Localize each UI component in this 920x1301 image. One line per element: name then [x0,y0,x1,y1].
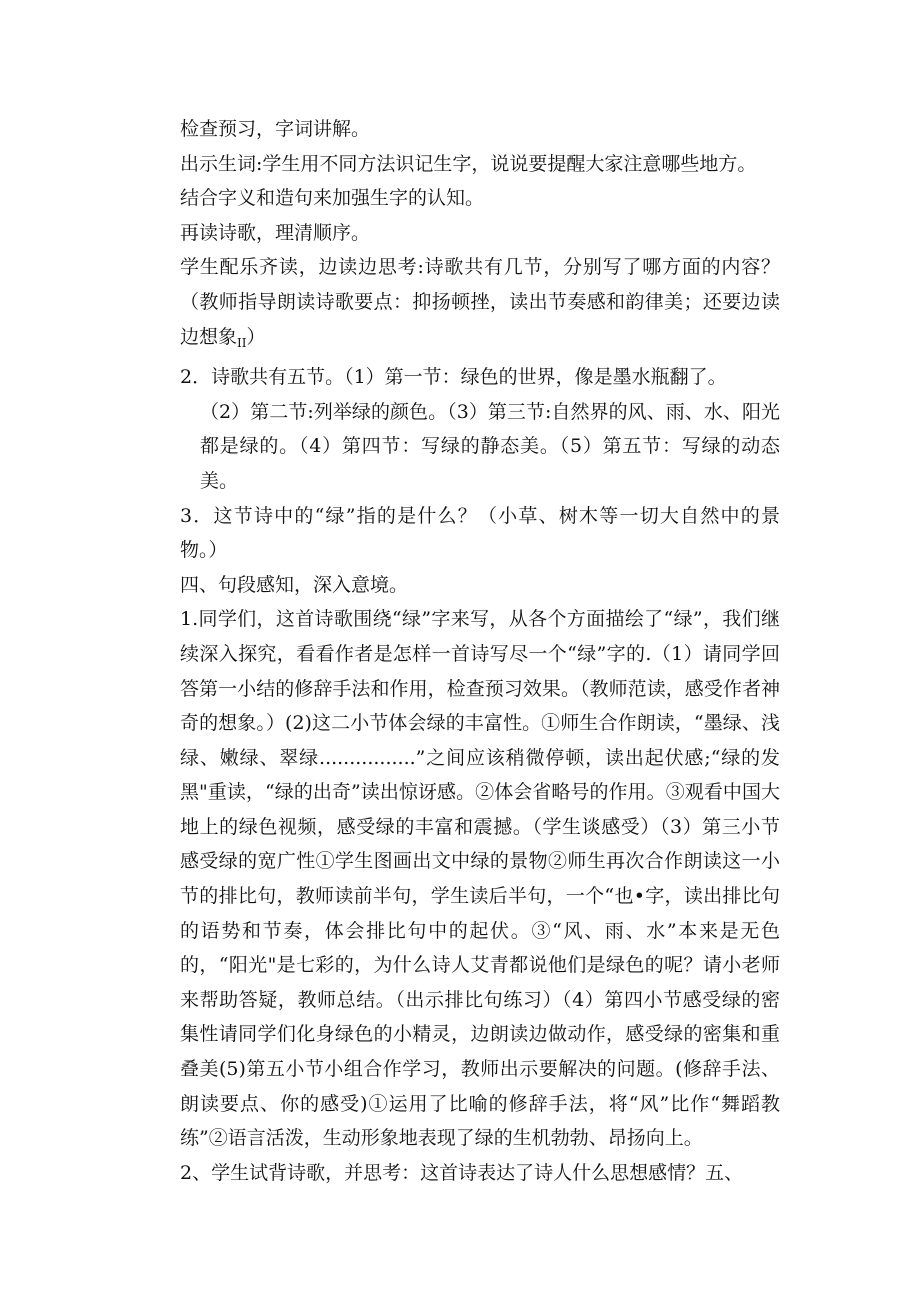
paragraph-group-reading-text: 学生配乐齐读，边读边思考:诗歌共有几节，分别写了哪方面的内容？（教师指导朗读诗歌要点：抑扬顿挫，读出节奏感和韵律美；还要边读边想象 [180,256,780,348]
paragraph-deep-study: 1.同学们，这首诗歌围绕“绿”字来写，从各个方面描绘了“绿”，我们继续深入探究，看看作者是怎样一首诗写尽一个“绿”字的.（1）请同学回答第一小结的修辞手法和作用，检查预习效果。（教师范读，感受作者神奇的想象。）(2)这二小节体会绿的丰富性。①师生合作朗读，“墨绿、浅绿、嫩绿、翠绿................”之间应该稍微停顿，读出起伏感;“绿的发黑"重读，“绿的出奇”读出惊讶感。②体会省略号的作用。③观看中国大地上的绿色视频，感受绿的丰富和震撼。（学生谈感受）（3）第三小节感受绿的宽广性①学生图画出文中绿的景物②师生再次合作朗读这一小节的排比句，教师读前半句，学生读后半句，一个“也•字，读出排比句的语势和节奏，体会排比句中的起伏。③“风、雨、水”本来是无色的，“阳光"是七彩的，为什么诗人艾青都说他们是绿色的呢？请小老师来帮助答疑，教师总结。（出示排比句练习）（4）第四小节感受绿的密集性请同学们化身绿色的小精灵，边朗读边做动作，感受绿的密集和重叠美(5)第五小节小组合作学习，教师出示要解决的问题。(修辞手法、朗读要点、你的感受)①运用了比喻的修辞手法，将“风”比作“舞蹈教练”②语言活泼，生动形象地表现了绿的生机勃勃、昂扬向上。 [180,608,780,1150]
document-body [140,112,780,1190]
paragraph-check-preview: 检查预习，字词讲解。 [180,118,371,140]
heading-section-four: 四、句段感知，深入意境。 [180,573,409,596]
paragraph-section-list: （2）第二节:列举绿的颜色。（3）第三节:自然界的风、雨、水、阳光都是绿的。（4）第四节：写绿的静态美。（5）第五节：写绿的动态美。 [200,400,780,492]
paragraph-group-reading-subscript: II [237,335,247,350]
paragraph-word-meaning: 结合字义和造句来加强生字的认知。 [180,187,485,210]
paragraph-five-sections: 2．诗歌共有五节。（1）第一节：绿色的世界，像是墨水瓶翻了。 [180,366,727,389]
paragraph-new-words: 出示生词:学生用不同方法识记生字，说说要提醒大家注意哪些地方。 [180,152,757,175]
paragraph-reread: 再读诗歌，理清顺序。 [180,221,371,244]
paragraph-group-reading [140,250,780,360]
paragraph-recite: 2、学生试背诗歌，并思考：这首诗表达了诗人什么思想感情？五、 [180,1161,744,1184]
paragraph-green-meaning: 3．这节诗中的“绿”指的是什么？（小草、树木等一切大自然中的景物。） [180,504,780,562]
paragraph-group-reading-close: ） [246,325,266,348]
